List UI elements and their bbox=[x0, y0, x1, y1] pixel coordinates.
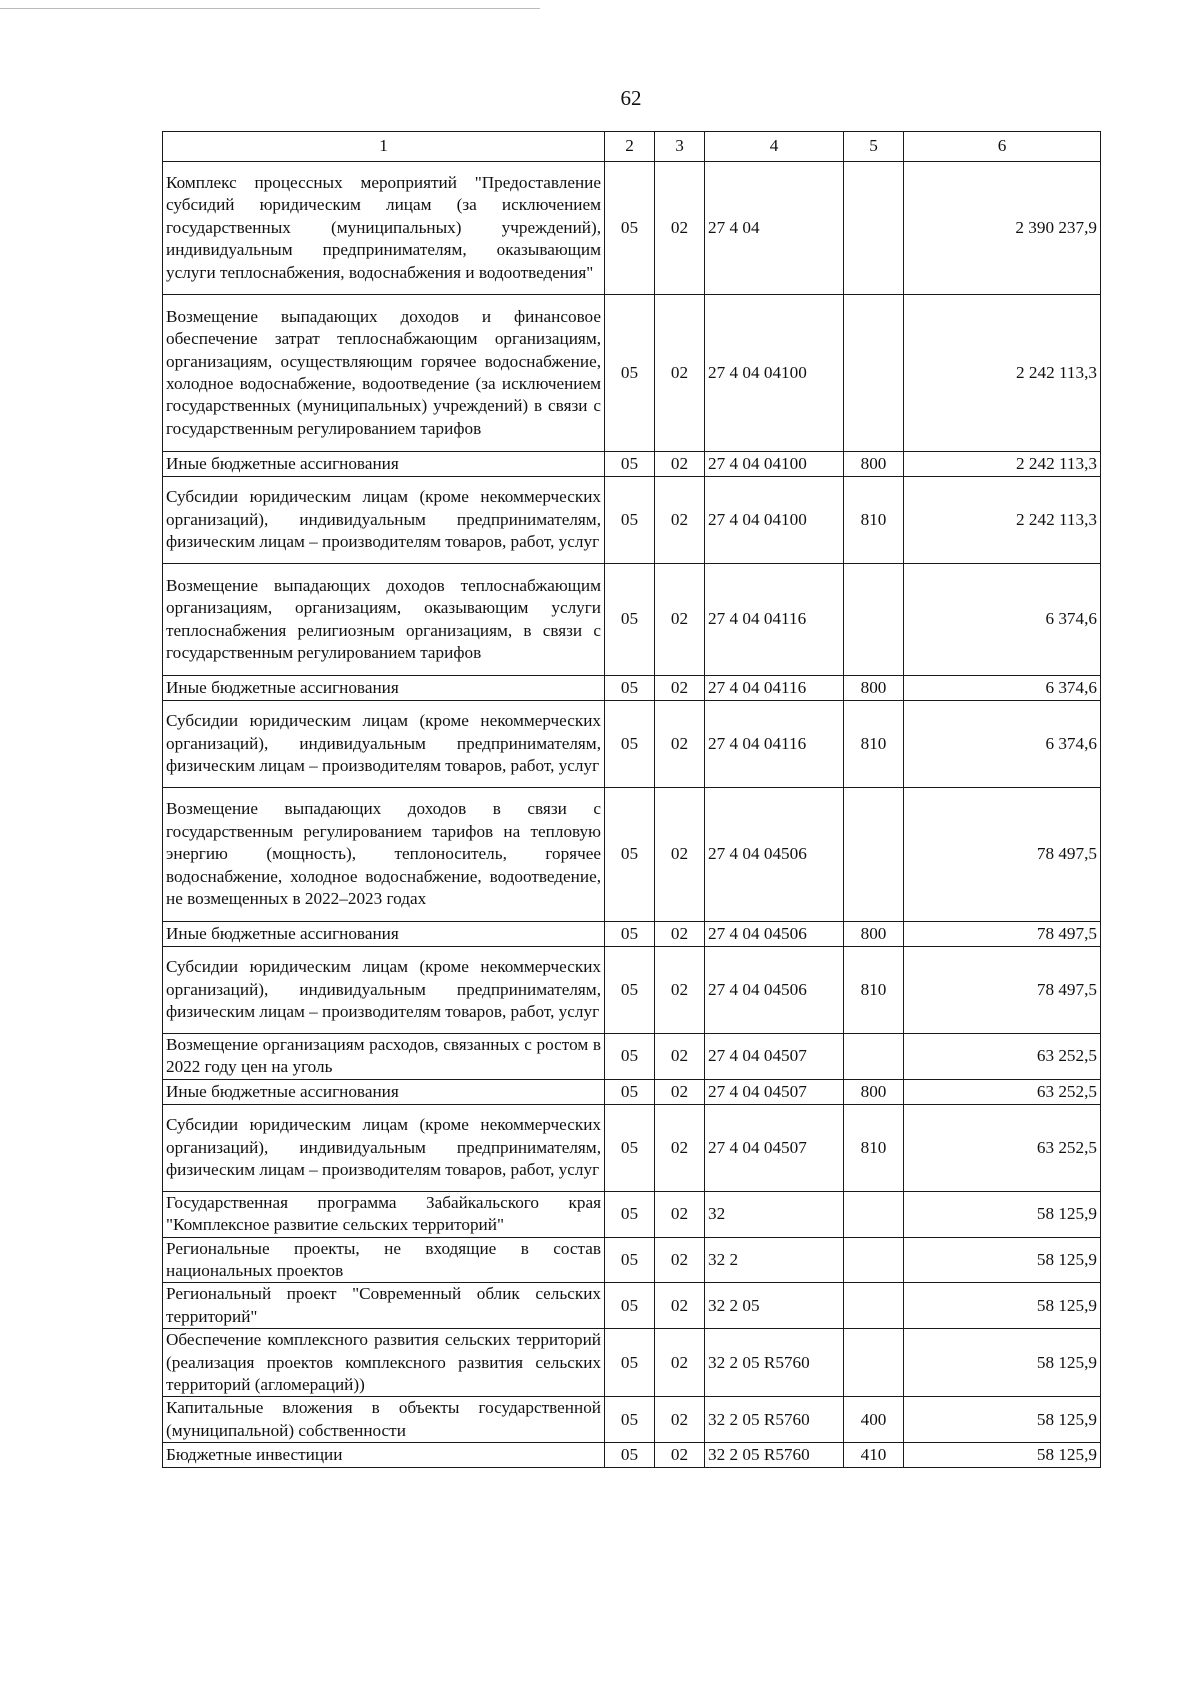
row-expense-type: 810 bbox=[844, 1104, 904, 1191]
row-subsection-code: 02 bbox=[655, 1329, 705, 1397]
row-target-article: 27 4 04 04506 bbox=[705, 947, 844, 1034]
row-expense-type bbox=[844, 564, 904, 676]
row-subsection-code: 02 bbox=[655, 452, 705, 477]
table-row bbox=[163, 295, 1101, 452]
row-name: Государственная программа Забайкальского края "Комплексное развитие сельских территорий" bbox=[163, 1191, 605, 1237]
table-row bbox=[163, 162, 1101, 295]
row-section-code: 05 bbox=[605, 676, 655, 701]
row-name: Возмещение организациям расходов, связанных с ростом в 2022 году цен на уголь bbox=[163, 1034, 605, 1080]
table-row bbox=[163, 452, 1101, 477]
row-name: Иные бюджетные ассигнования bbox=[163, 1079, 605, 1104]
table-row bbox=[163, 1034, 1101, 1080]
row-subsection-code: 02 bbox=[655, 922, 705, 947]
header-col-6: 6 bbox=[904, 132, 1101, 162]
row-target-article: 27 4 04 04116 bbox=[705, 676, 844, 701]
row-name: Иные бюджетные ассигнования bbox=[163, 676, 605, 701]
row-subsection-code: 02 bbox=[655, 162, 705, 295]
row-subsection-code: 02 bbox=[655, 1079, 705, 1104]
table-row bbox=[163, 1079, 1101, 1104]
row-target-article: 27 4 04 04100 bbox=[705, 295, 844, 452]
row-expense-type bbox=[844, 1237, 904, 1283]
page-number: 62 bbox=[620, 86, 642, 110]
row-section-code: 05 bbox=[605, 1237, 655, 1283]
row-section-code: 05 bbox=[605, 1079, 655, 1104]
row-target-article: 32 2 05 R5760 bbox=[705, 1443, 844, 1468]
row-subsection-code: 02 bbox=[655, 1034, 705, 1080]
row-name: Региональные проекты, не входящие в состав национальных проектов bbox=[163, 1237, 605, 1283]
row-section-code: 05 bbox=[605, 1104, 655, 1191]
header-col-4: 4 bbox=[705, 132, 844, 162]
row-subsection-code: 02 bbox=[655, 1443, 705, 1468]
row-section-code: 05 bbox=[605, 1443, 655, 1468]
row-name: Комплекс процессных мероприятий "Предоставление субсидий юридическим лицам (за исключением государственных (муниципальных) учреждений), индивидуальным предпринимателям, оказывающим услуги теплоснабжения, водоснабжения и водоотведения" bbox=[163, 162, 605, 295]
row-target-article: 32 2 05 R5760 bbox=[705, 1329, 844, 1397]
table-row bbox=[163, 1397, 1101, 1443]
table-row bbox=[163, 1283, 1101, 1329]
row-expense-type: 800 bbox=[844, 1079, 904, 1104]
row-amount: 63 252,5 bbox=[904, 1079, 1101, 1104]
row-target-article: 32 2 05 bbox=[705, 1283, 844, 1329]
row-amount: 78 497,5 bbox=[904, 947, 1101, 1034]
row-subsection-code: 02 bbox=[655, 788, 705, 922]
budget-table bbox=[162, 131, 1101, 1468]
row-amount: 2 242 113,3 bbox=[904, 477, 1101, 564]
row-name: Субсидии юридическим лицам (кроме некоммерческих организаций), индивидуальным предпринимателям, физическим лицам – производителям товаров, работ, услуг bbox=[163, 477, 605, 564]
row-amount: 63 252,5 bbox=[904, 1104, 1101, 1191]
row-subsection-code: 02 bbox=[655, 1237, 705, 1283]
row-target-article: 27 4 04 04506 bbox=[705, 922, 844, 947]
table-row bbox=[163, 1104, 1101, 1191]
row-target-article: 27 4 04 bbox=[705, 162, 844, 295]
row-section-code: 05 bbox=[605, 295, 655, 452]
table-header-row bbox=[163, 132, 1101, 162]
row-name: Иные бюджетные ассигнования bbox=[163, 922, 605, 947]
table-row bbox=[163, 922, 1101, 947]
header-col-1: 1 bbox=[163, 132, 605, 162]
row-expense-type: 810 bbox=[844, 701, 904, 788]
row-amount: 58 125,9 bbox=[904, 1397, 1101, 1443]
row-expense-type bbox=[844, 1034, 904, 1080]
table-row bbox=[163, 701, 1101, 788]
row-subsection-code: 02 bbox=[655, 295, 705, 452]
row-expense-type bbox=[844, 295, 904, 452]
row-name: Субсидии юридическим лицам (кроме некоммерческих организаций), индивидуальным предпринимателям, физическим лицам – производителям товаров, работ, услуг bbox=[163, 701, 605, 788]
row-expense-type bbox=[844, 788, 904, 922]
row-section-code: 05 bbox=[605, 1397, 655, 1443]
row-expense-type bbox=[844, 1329, 904, 1397]
row-subsection-code: 02 bbox=[655, 1191, 705, 1237]
row-expense-type: 800 bbox=[844, 922, 904, 947]
row-section-code: 05 bbox=[605, 788, 655, 922]
row-section-code: 05 bbox=[605, 1034, 655, 1080]
row-name: Возмещение выпадающих доходов теплоснабжающим организациям, организациям, оказывающим услуги теплоснабжения религиозным организациям, в связи с государственным регулированием тарифов bbox=[163, 564, 605, 676]
row-section-code: 05 bbox=[605, 922, 655, 947]
table-row bbox=[163, 676, 1101, 701]
header-col-5: 5 bbox=[844, 132, 904, 162]
row-expense-type bbox=[844, 162, 904, 295]
table-row bbox=[163, 564, 1101, 676]
row-target-article: 32 bbox=[705, 1191, 844, 1237]
row-name: Возмещение выпадающих доходов в связи с государственным регулированием тарифов на тепловую энергию (мощность), теплоноситель, горячее водоснабжение, холодное водоснабжение, водоотведение, не возмещенных в 2022–2023 годах bbox=[163, 788, 605, 922]
row-section-code: 05 bbox=[605, 1191, 655, 1237]
table-row bbox=[163, 788, 1101, 922]
row-target-article: 27 4 04 04100 bbox=[705, 452, 844, 477]
row-section-code: 05 bbox=[605, 162, 655, 295]
row-amount: 78 497,5 bbox=[904, 922, 1101, 947]
row-name: Обеспечение комплексного развития сельских территорий (реализация проектов комплексного развития сельских территорий (агломераций)) bbox=[163, 1329, 605, 1397]
row-target-article: 32 2 05 R5760 bbox=[705, 1397, 844, 1443]
row-amount: 6 374,6 bbox=[904, 676, 1101, 701]
row-target-article: 27 4 04 04116 bbox=[705, 564, 844, 676]
row-amount: 58 125,9 bbox=[904, 1443, 1101, 1468]
row-amount: 58 125,9 bbox=[904, 1237, 1101, 1283]
row-target-article: 32 2 bbox=[705, 1237, 844, 1283]
row-name: Региональный проект "Современный облик сельских территорий" bbox=[163, 1283, 605, 1329]
row-subsection-code: 02 bbox=[655, 947, 705, 1034]
row-target-article: 27 4 04 04507 bbox=[705, 1104, 844, 1191]
row-subsection-code: 02 bbox=[655, 1104, 705, 1191]
row-section-code: 05 bbox=[605, 452, 655, 477]
row-amount: 2 390 237,9 bbox=[904, 162, 1101, 295]
row-expense-type: 800 bbox=[844, 452, 904, 477]
row-expense-type: 810 bbox=[844, 477, 904, 564]
row-section-code: 05 bbox=[605, 477, 655, 564]
row-expense-type: 400 bbox=[844, 1397, 904, 1443]
row-amount: 78 497,5 bbox=[904, 788, 1101, 922]
row-section-code: 05 bbox=[605, 947, 655, 1034]
row-amount: 6 374,6 bbox=[904, 701, 1101, 788]
table-row bbox=[163, 1443, 1101, 1468]
row-target-article: 27 4 04 04116 bbox=[705, 701, 844, 788]
table-row bbox=[163, 1191, 1101, 1237]
row-name: Возмещение выпадающих доходов и финансовое обеспечение затрат теплоснабжающим организациям, организациям, осуществляющим горячее водоснабжение, холодное водоснабжение, водоотведение (за исключением государственных (муниципальных) учреждений) в связи с государственным регулированием тарифов bbox=[163, 295, 605, 452]
row-expense-type: 810 bbox=[844, 947, 904, 1034]
row-name: Субсидии юридическим лицам (кроме некоммерческих организаций), индивидуальным предпринимателям, физическим лицам – производителям товаров, работ, услуг bbox=[163, 1104, 605, 1191]
row-target-article: 27 4 04 04507 bbox=[705, 1079, 844, 1104]
table-row bbox=[163, 1237, 1101, 1283]
row-subsection-code: 02 bbox=[655, 1283, 705, 1329]
row-subsection-code: 02 bbox=[655, 676, 705, 701]
table-row bbox=[163, 947, 1101, 1034]
row-target-article: 27 4 04 04100 bbox=[705, 477, 844, 564]
row-amount: 2 242 113,3 bbox=[904, 452, 1101, 477]
row-expense-type: 410 bbox=[844, 1443, 904, 1468]
row-target-article: 27 4 04 04507 bbox=[705, 1034, 844, 1080]
row-amount: 6 374,6 bbox=[904, 564, 1101, 676]
row-expense-type bbox=[844, 1283, 904, 1329]
row-amount: 2 242 113,3 bbox=[904, 295, 1101, 452]
table-row bbox=[163, 1329, 1101, 1397]
header-col-3: 3 bbox=[655, 132, 705, 162]
row-name: Бюджетные инвестиции bbox=[163, 1443, 605, 1468]
row-amount: 58 125,9 bbox=[904, 1329, 1101, 1397]
row-section-code: 05 bbox=[605, 1283, 655, 1329]
row-expense-type: 800 bbox=[844, 676, 904, 701]
row-name: Субсидии юридическим лицам (кроме некоммерческих организаций), индивидуальным предпринимателям, физическим лицам – производителям товаров, работ, услуг bbox=[163, 947, 605, 1034]
row-expense-type bbox=[844, 1191, 904, 1237]
table-body bbox=[163, 162, 1101, 1468]
row-subsection-code: 02 bbox=[655, 477, 705, 564]
row-amount: 58 125,9 bbox=[904, 1283, 1101, 1329]
row-section-code: 05 bbox=[605, 701, 655, 788]
row-name: Капитальные вложения в объекты государственной (муниципальной) собственности bbox=[163, 1397, 605, 1443]
row-name: Иные бюджетные ассигнования bbox=[163, 452, 605, 477]
row-subsection-code: 02 bbox=[655, 701, 705, 788]
row-subsection-code: 02 bbox=[655, 1397, 705, 1443]
scan-edge-line bbox=[0, 8, 540, 9]
row-amount: 58 125,9 bbox=[904, 1191, 1101, 1237]
row-section-code: 05 bbox=[605, 564, 655, 676]
table-row bbox=[163, 477, 1101, 564]
header-col-2: 2 bbox=[605, 132, 655, 162]
row-target-article: 27 4 04 04506 bbox=[705, 788, 844, 922]
row-subsection-code: 02 bbox=[655, 564, 705, 676]
row-section-code: 05 bbox=[605, 1329, 655, 1397]
row-amount: 63 252,5 bbox=[904, 1034, 1101, 1080]
